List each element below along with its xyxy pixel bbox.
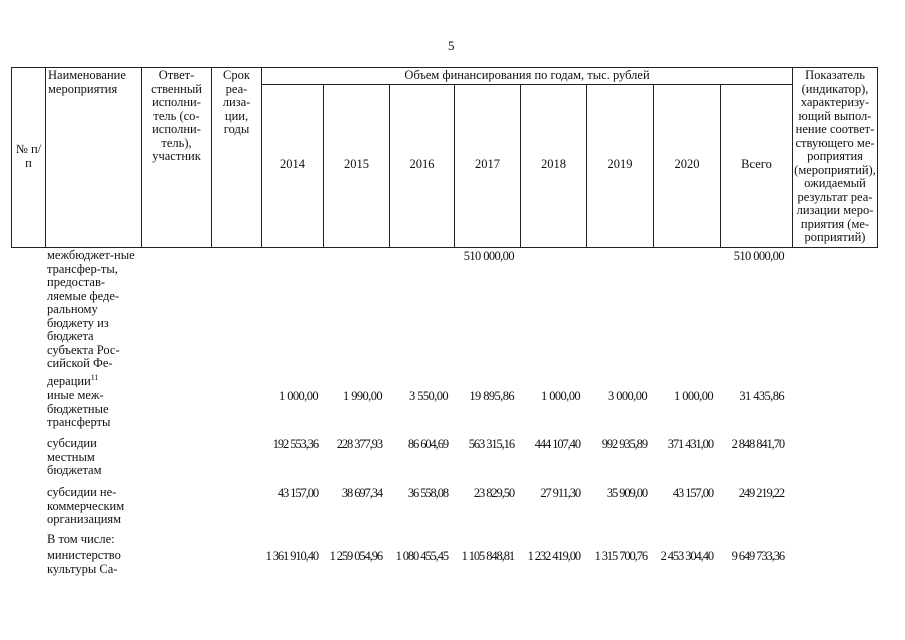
- cell-r6-2020: 2 453 304,40: [660, 549, 713, 563]
- header-indicator: Показатель (индикатор), характеризу-ющий выпол-нение соответ-ствующего ме-роприятия (мероприятий), ожидаемый результат реа-лизации меро-приятия (ме-роприятий): [794, 68, 876, 244]
- header-funding: Объем финансирования по годам, тыс. рублей: [404, 68, 650, 82]
- header-year-2020: 2020: [674, 157, 700, 171]
- cell-r3-2020: 371 431,00: [667, 437, 713, 451]
- header-num: № п/п: [15, 142, 42, 170]
- header-year-2014: 2014: [280, 157, 305, 171]
- header-year-2017: 2017: [475, 157, 500, 171]
- cell-r3-2016: 86 604,69: [407, 437, 448, 451]
- cell-r3-2017: 563 315,16: [468, 437, 514, 451]
- cell-r1-2017: 510 000,00: [463, 249, 514, 263]
- row-label-nonprofit-subsidies: субсидии не-коммерческим организациям: [47, 485, 125, 526]
- header-responsible: Ответ-ственный исполни-тель (со-исполни-тель), участник: [151, 68, 202, 163]
- cell-r6-total: 9 649 733,36: [731, 549, 784, 563]
- cell-r3-2014: 192 553,36: [272, 437, 318, 451]
- cell-r2-2019: 3 000,00: [608, 389, 647, 403]
- header-year-2015: 2015: [344, 157, 369, 171]
- cell-r2-total: 31 435,86: [739, 389, 784, 403]
- cell-r1-total: 510 000,00: [733, 249, 784, 263]
- cell-r6-2019: 1 315 700,76: [594, 549, 647, 563]
- cell-r2-2017: 19 895,86: [469, 389, 514, 403]
- header-year-2018: 2018: [541, 157, 566, 171]
- row-label-ministry-culture: министерство культуры Са-: [47, 548, 121, 576]
- cell-r6-2014: 1 361 910,40: [265, 549, 318, 563]
- header-total: Всего: [741, 157, 772, 171]
- cell-r4-2015: 38 697,34: [341, 486, 382, 500]
- page-number: 5: [448, 38, 455, 53]
- cell-r6-2015: 1 259 054,96: [329, 549, 382, 563]
- cell-r2-2014: 1 000,00: [279, 389, 318, 403]
- cell-r4-2020: 43 157,00: [672, 486, 713, 500]
- row-label-other-interbudget: иные меж-бюджетные трансферты: [47, 388, 111, 429]
- header-year-2016: 2016: [409, 157, 435, 171]
- cell-r6-2018: 1 232 419,00: [527, 549, 580, 563]
- cell-r4-2017: 23 829,50: [473, 486, 514, 500]
- cell-r4-2016: 36 558,08: [407, 486, 448, 500]
- cell-r2-2016: 3 550,00: [409, 389, 448, 403]
- cell-r4-2018: 27 911,30: [540, 486, 580, 500]
- cell-r3-2018: 444 107,40: [534, 437, 580, 451]
- cell-r4-2014: 43 157,00: [277, 486, 318, 500]
- cell-r2-2018: 1 000,00: [541, 389, 580, 403]
- footnote-marker: 11: [90, 372, 99, 382]
- row-label-including: В том числе:: [47, 532, 115, 546]
- cell-r4-total: 249 219,22: [738, 486, 784, 500]
- cell-r2-2020: 1 000,00: [674, 389, 713, 403]
- cell-r6-2017: 1 105 848,81: [461, 549, 514, 563]
- header-year-2019: 2019: [607, 157, 633, 171]
- header-name: Наименование мероприятия: [48, 68, 126, 96]
- cell-r3-2019: 992 935,89: [601, 437, 647, 451]
- row-label-local-subsidies: субсидии местным бюджетам: [47, 436, 102, 477]
- cell-r3-total: 2 848 841,70: [731, 437, 784, 451]
- cell-r3-2015: 228 377,93: [336, 437, 382, 451]
- cell-r4-2019: 35 909,00: [606, 486, 647, 500]
- cell-r2-2015: 1 990,00: [343, 389, 382, 403]
- cell-r6-2016: 1 080 455,45: [395, 549, 448, 563]
- header-term: Срок реа-лиза-ции, годы: [222, 68, 251, 136]
- row-label-interbudget-federal: межбюджет-ные трансфер-ты, предостав-ляемые феде-ральному бюджету из бюджета субъекта Рос-сийской Фе-дерации$^{11}$: [47, 248, 135, 388]
